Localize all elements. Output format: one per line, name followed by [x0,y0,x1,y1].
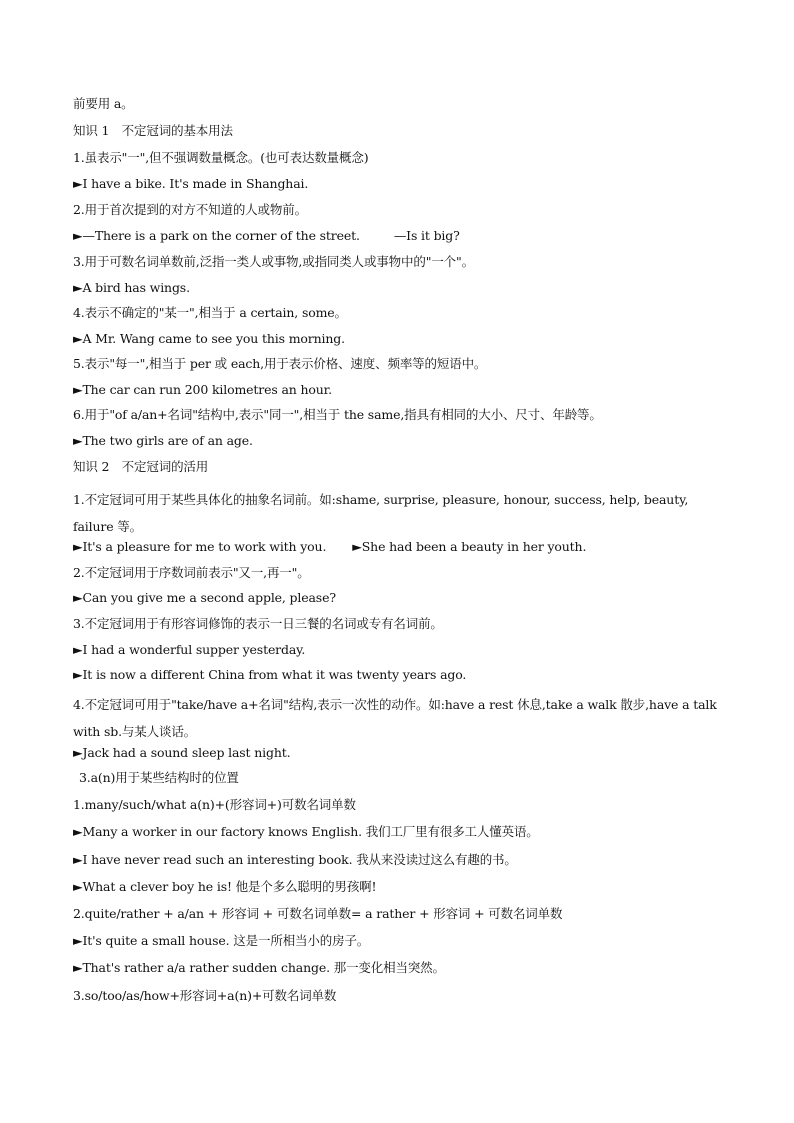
example-sentence: ►A bird has wings. [73,280,190,295]
example-sentence: ►I had a wonderful supper yesterday. [73,642,306,657]
example-sentence: ►That's rather a/a rather sudden change. 那一变化相当突然。 [73,960,445,975]
example-sentence: ►—There is a park on the corner of the street. [73,228,360,243]
example-reply: —Is it big? [393,228,460,243]
text-line: 6.用于"of a/an+名词"结构中,表示"同一",相当于 the same,指具有相同的大小、尺寸、年龄等。 [73,407,602,422]
example-sentence: ►A Mr. Wang came to see you this morning. [73,331,345,346]
example-pair [73,539,734,555]
text-line: 1.虽表示"一",但不强调数量概念。(也可表达数量概念) [73,150,369,165]
example-sentence: ►What a clever boy he is! 他是个多么聪明的男孩啊! [73,879,377,894]
example-sentence: ►She had been a beauty in her youth. [352,539,587,554]
text-line: 5.表示"每一",相当于 per 或 each,用于表示价格、速度、频率等的短语中。 [73,356,487,371]
section-heading: 3.a(n)用于某些结构时的位置 [79,770,239,785]
section-heading: 知识 2 不定冠词的活用 [73,459,209,474]
example-sentence: ►Many a worker in our factory knows English. 我们工厂里有很多工人懂英语。 [73,824,539,839]
example-sentence: ►I have never read such an interesting book. 我从来没读过这么有趣的书。 [73,852,517,867]
example-sentence: ►Can you give me a second apple, please? [73,590,336,605]
text-line: 4.表示不确定的"某一",相当于 a certain, some。 [73,305,347,320]
example-sentence: ►It's a pleasure for me to work with you. [73,539,327,554]
example-sentence: ►I have a bike. It's made in Shanghai. [73,176,309,191]
text-line: 2.用于首次提到的对方不知道的人或物前。 [73,202,307,217]
section-heading: 知识 1 不定冠词的基本用法 [73,123,233,138]
text-line: 3.用于可数名词单数前,泛指一类人或事物,或指同类人或事物中的"一个"。 [73,254,474,269]
text-line: 3.so/too/as/how+形容词+a(n)+可数名词单数 [73,988,337,1003]
text-line: 2.quite/rather + a/an + 形容词 + 可数名词单数= a rather + 形容词 + 可数名词单数 [73,906,563,921]
text-line: 3.不定冠词用于有形容词修饰的表示一日三餐的名词或专有名词前。 [73,616,443,631]
example-sentence: ►It's quite a small house. 这是一所相当小的房子。 [73,933,370,948]
text-line: 1.many/such/what a(n)+(形容词+)可数名词单数 [73,797,356,812]
text-line: 2.不定冠词用于序数词前表示"又一,再一"。 [73,565,310,580]
example-sentence: ►The car can run 200 kilometres an hour. [73,382,332,397]
example-dialog [73,228,734,244]
example-sentence: ►Jack had a sound sleep last night. [73,745,291,760]
text-paragraph: 4.不定冠词可用于"take/have a+名词"结构,表示一次性的动作。如:have a rest 休息,take a walk 散步,have a talk with sb.与某人谈话。 [73,697,717,739]
example-sentence: ►The two girls are of an age. [73,433,253,448]
text-line: 前要用 a。 [73,96,134,111]
text-paragraph: 1.不定冠词可用于某些具体化的抽象名词前。如:shame, surprise, pleasure, honour, success, help, beauty, failure 等。 [73,492,689,534]
example-sentence: ►It is now a different China from what it was twenty years ago. [73,667,467,682]
